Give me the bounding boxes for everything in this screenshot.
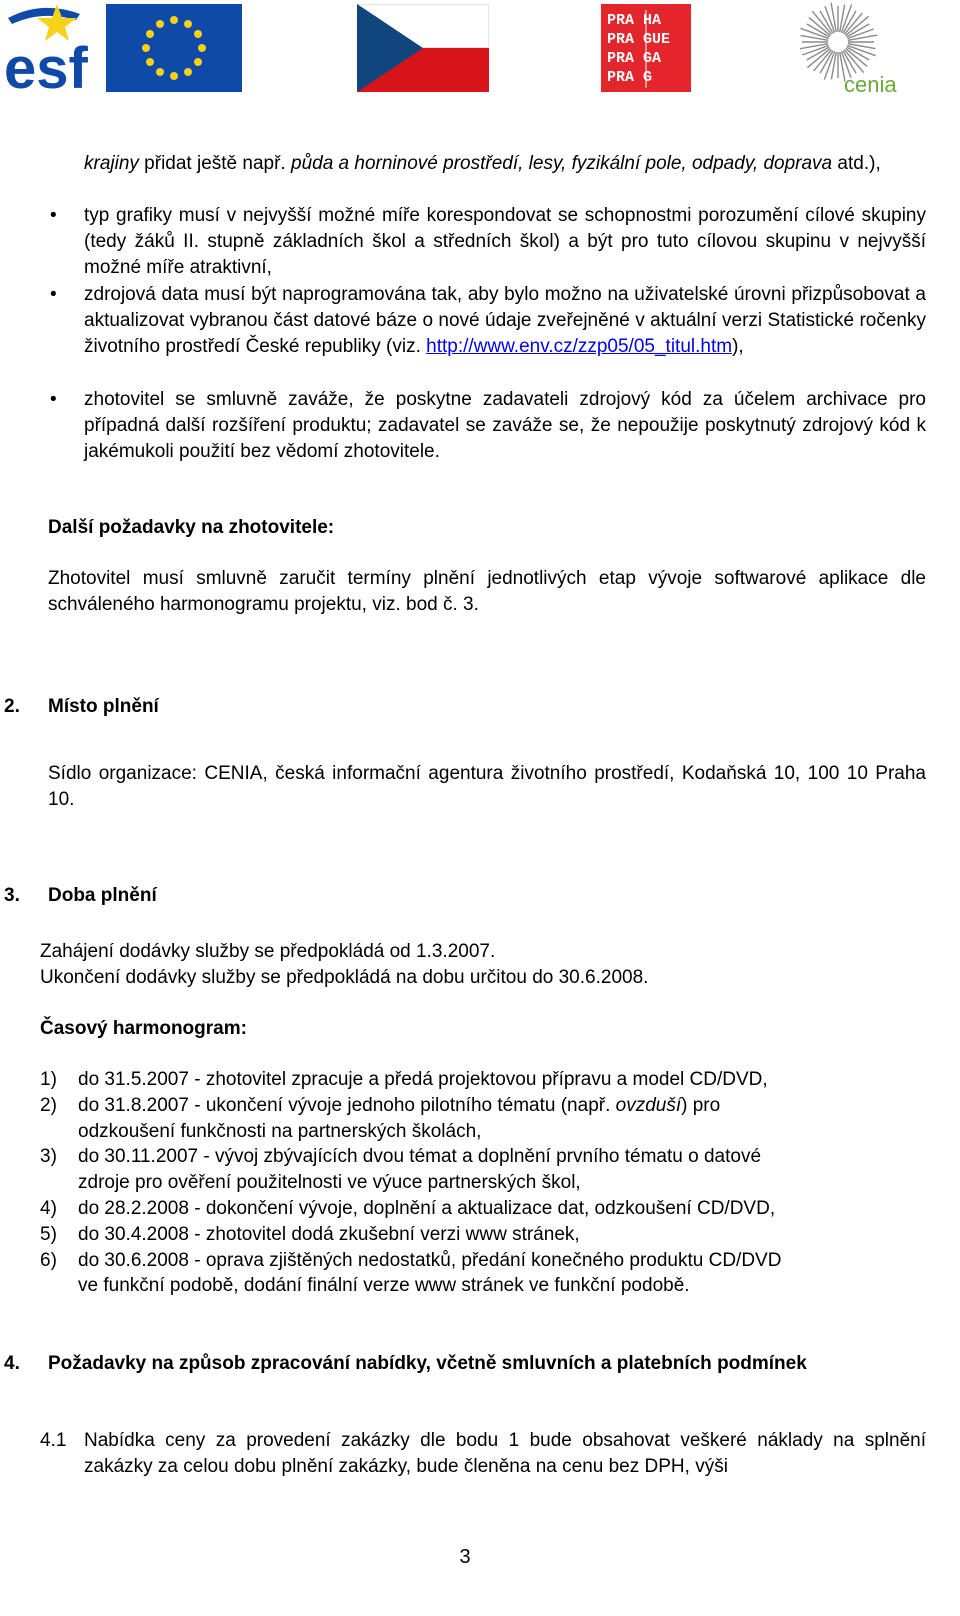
section-4-number: 4.	[4, 1353, 20, 1374]
header-logos	[0, 0, 960, 100]
bullet-item-source-data	[84, 282, 926, 360]
schedule-item-number: 4)	[40, 1198, 57, 1219]
bullet-dot: •	[50, 205, 57, 226]
svg-text:PRA GUE: PRA GUE	[607, 31, 671, 48]
plain-text: ) pro	[681, 1095, 721, 1116]
dalsi-heading: Další požadavky na zhotovitele:	[48, 517, 335, 538]
cenia-ray	[840, 5, 845, 33]
section-3-start: Zahájení dodávky služby se předpokládá od 1.3.2007.	[40, 941, 496, 962]
eu-flag-logo	[106, 4, 242, 92]
cenia-ray	[848, 44, 876, 49]
svg-text:PRA GA: PRA GA	[607, 50, 662, 67]
schedule-item-line: do 30.4.2008 - zhotovitel dodá zkušební verzi www stránek,	[78, 1224, 580, 1245]
schedule-item-line	[78, 1093, 720, 1119]
dalsi-text: Zhotovitel musí smluvně zaručit termíny plnění jednotlivých etap vývoje softwarové aplikace dle schváleného harmonogramu projektu, viz. bod č. 3.	[48, 568, 926, 615]
schedule-item-number: 2)	[40, 1095, 57, 1116]
schedule-item-number: 5)	[40, 1224, 57, 1245]
schedule-item-number: 3)	[40, 1146, 57, 1167]
prague-logo	[601, 4, 691, 92]
cenia-ray	[831, 52, 836, 80]
schedule-item-number: 6)	[40, 1250, 57, 1271]
section-2-text: Sídlo organizace: CENIA, česká informační agentura životního prostředí, Kodaňská 10, 100 10 Praha 10.	[48, 763, 926, 810]
schedule-item-line: do 28.2.2008 - dokončení vývoje, doplnění a aktualizace dat, odzkoušení CD/DVD,	[78, 1198, 776, 1219]
section-3-end: Ukončení dodávky služby se předpokládá na dobu určitou do 30.6.2008.	[40, 967, 649, 988]
bullet-text-end: ),	[732, 336, 744, 357]
cenia-ray	[800, 44, 828, 49]
schedule-item-line: do 30.11.2007 - vývoj zbývajících dvou témat a doplnění prvního tématu o datové	[78, 1146, 762, 1167]
svg-text:PRA HA: PRA HA	[607, 12, 662, 29]
schedule-item-line: do 30.6.2008 - oprava zjištěných nedostatků, předání konečného produktu CD/DVD	[78, 1250, 782, 1271]
czech-flag-logo	[357, 4, 489, 92]
schedule-item-line2: odzkoušení funkčnosti na partnerských školách,	[78, 1121, 482, 1142]
subsection-4-1-text: Nabídka ceny za provedení zakázky dle bodu 1 bude obsahovat veškeré náklady na splnění zakázky za celou dobu plnění zakázky, bude členěna na cenu bez DPH, výši	[84, 1430, 926, 1477]
italic-text: půda a horninové prostředí, lesy, fyzikální pole, odpady, doprava	[291, 153, 833, 174]
svg-text:esf: esf	[4, 36, 88, 92]
italic-text: krajiny	[84, 153, 139, 174]
schedule-item-number: 1)	[40, 1069, 57, 1090]
schedule-item-line2: ve funkční podobě, dodání finální verze www stránek ve funkční podobě.	[78, 1275, 690, 1296]
subsection-4-1-number: 4.1	[40, 1430, 67, 1451]
section-4-title: Požadavky na způsob zpracování nabídky, včetně smluvních a platebních podmínek	[48, 1353, 807, 1374]
plain-text: přidat ještě např.	[138, 153, 291, 174]
schedule-item-line2: zdroje pro ověření použitelnosti ve výuce partnerských škol,	[78, 1172, 581, 1193]
env-link[interactable]: http://www.env.cz/zzp05/05_titul.htm	[426, 336, 733, 357]
bullet-dot: •	[50, 389, 57, 410]
plain-text: atd.),	[832, 153, 881, 174]
cenia-ray	[801, 35, 829, 40]
schedule-heading: Časový harmonogram:	[40, 1018, 247, 1039]
section-2-title: Místo plnění	[48, 696, 159, 717]
bullet-item-source-code: zhotovitel se smluvně zaváže, že poskytne zadavateli zdrojový kód za účelem archivace pro případná další rozšíření produktu; zadavatel se zaváže se, že nepoužije poskytnutý zdrojový kód k jakémukoli použití bez vědomí zhotovitele.	[84, 389, 926, 462]
italic-text: ovzduší	[615, 1095, 682, 1116]
schedule-item-line: do 31.5.2007 - zhotovitel zpracuje a předá projektovou přípravu a model CD/DVD,	[78, 1069, 768, 1090]
page-number: 3	[459, 1546, 471, 1568]
bullet-dot: •	[50, 284, 57, 305]
cenia-ray	[831, 3, 836, 33]
section-3-title: Doba plnění	[48, 885, 157, 906]
section-3-number: 3.	[4, 885, 20, 906]
plain-text: do 31.8.2007 - ukončení vývoje jednoho pilotního tématu (např.	[78, 1095, 616, 1116]
cenia-ray	[848, 35, 878, 40]
bullet-text: zdrojová data musí být naprogramována tak, aby bylo možno na uživatelské úrovni přizpůsobovat a aktualizovat vybranou část datové báze o nové údaje zveřejněné v aktuální verzi Statistické ročenky životního prostředí České republiky (viz.	[84, 284, 926, 357]
esf-logo	[2, 4, 102, 92]
svg-text:cenia: cenia	[844, 72, 897, 97]
cenia-logo	[800, 2, 930, 98]
bullet-item-graphics: typ grafiky musí v nejvyšší možné míře korespondovat se schopnostmi porozumění cílové skupiny (tedy žáků II. stupně základních škol a středních škol) a být pro tuto cílovou skupinu v nejvyšší možné míře atraktivní,	[84, 205, 926, 278]
svg-text:PRA G: PRA G	[607, 69, 653, 86]
bullet-item-continuation	[84, 151, 926, 177]
section-2-number: 2.	[4, 696, 20, 717]
